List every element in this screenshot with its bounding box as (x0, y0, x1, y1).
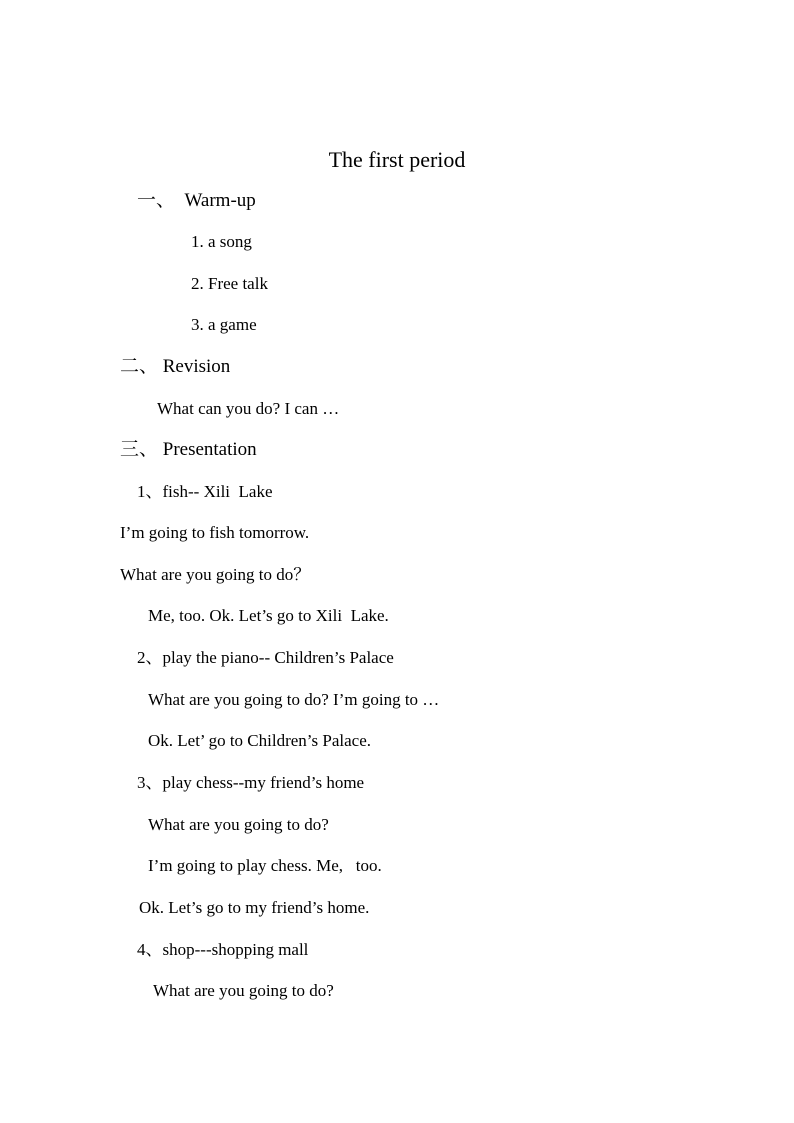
list-item: Ok. Let’ go to Children’s Palace. (148, 731, 371, 750)
list-item: I’m going to play chess. Me, too. (148, 856, 382, 875)
list-item: What can you do? I can … (157, 399, 340, 418)
section-heading-warm-up: 一、 Warm-up (137, 190, 256, 211)
list-item: 3、play chess--my friend’s home (137, 773, 365, 792)
list-item: 3. a game (191, 315, 257, 334)
list-item: Me, too. Ok. Let’s go to Xili Lake. (148, 606, 389, 625)
list-item: 2、play the piano-- Children’s Palace (137, 648, 394, 667)
list-item: What are you going to do? (148, 815, 329, 834)
list-item: 2. Free talk (191, 274, 268, 293)
list-item: 1、fish-- Xili Lake (137, 482, 273, 501)
list-item: 4、shop---shopping mall (137, 940, 309, 959)
section-heading-presentation: 三、 Presentation (120, 439, 257, 460)
document-title: The first period (328, 147, 466, 172)
list-item: What are you going to do? I’m going to … (148, 690, 440, 709)
list-item: What are you going to do？ (120, 565, 311, 584)
list-item: Ok. Let’s go to my friend’s home. (139, 898, 370, 917)
list-item: I’m going to fish tomorrow. (120, 523, 310, 542)
section-heading-revision: 二、 Revision (120, 356, 231, 377)
list-item: 1. a song (191, 232, 252, 251)
list-item: What are you going to do? (153, 981, 334, 1000)
